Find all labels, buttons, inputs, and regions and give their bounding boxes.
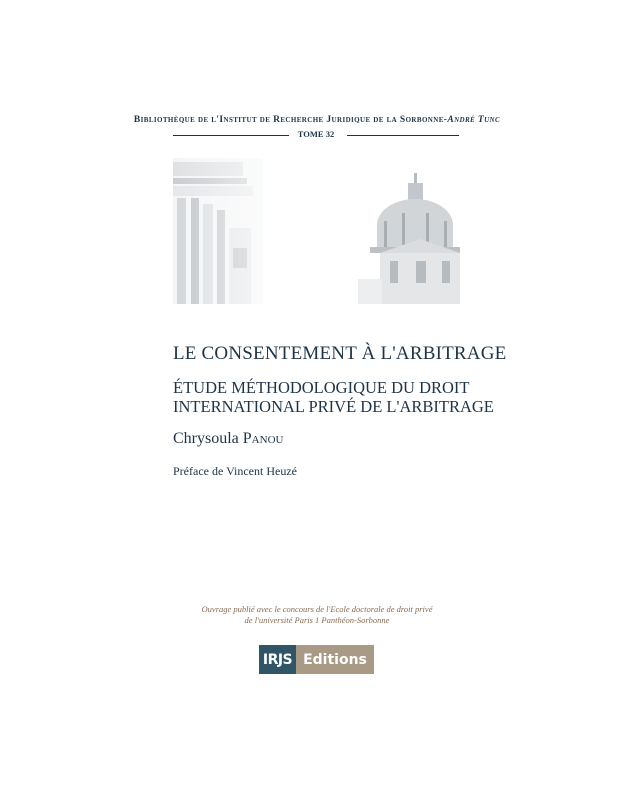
publication-note	[0, 604, 634, 626]
preface-credit: Préface de Vincent Heuzé	[173, 464, 297, 478]
subtitle-line-2: INTERNATIONAL PRIVÉ DE L'ARBITRAGE	[173, 397, 494, 416]
series-title-name: André Tunc	[447, 115, 501, 125]
tome-number: TOME 32	[297, 129, 335, 139]
sorbonne-dome-image	[358, 173, 460, 304]
series-title	[0, 115, 634, 125]
tome-row	[173, 129, 459, 141]
publisher-logo	[259, 645, 374, 674]
publication-note-line-1: Ouvrage publié avec le concours de l'Ecole doctorale de droit privé	[201, 604, 433, 614]
author-name	[173, 430, 283, 448]
author-last-name: Panou	[242, 430, 284, 447]
logo-editions: Editions	[296, 645, 374, 674]
publication-note-line-2: de l'université Paris 1 Panthéon-Sorbonne	[244, 615, 390, 625]
subtitle-line-1: ÉTUDE MÉTHODOLOGIQUE DU DROIT	[173, 378, 470, 397]
building-columns-image	[173, 158, 263, 304]
tome-divider-right	[347, 135, 459, 136]
series-title-prefix: Bibliothèque de l'Institut de Recherche Juridique de la Sorbonne-	[133, 115, 448, 125]
book-title: LE CONSENTEMENT À L'ARBITRAGE	[173, 343, 507, 364]
author-first-name: Chrysoula	[173, 430, 239, 447]
logo-irjs: IRJS	[259, 645, 296, 674]
book-subtitle	[173, 378, 494, 416]
